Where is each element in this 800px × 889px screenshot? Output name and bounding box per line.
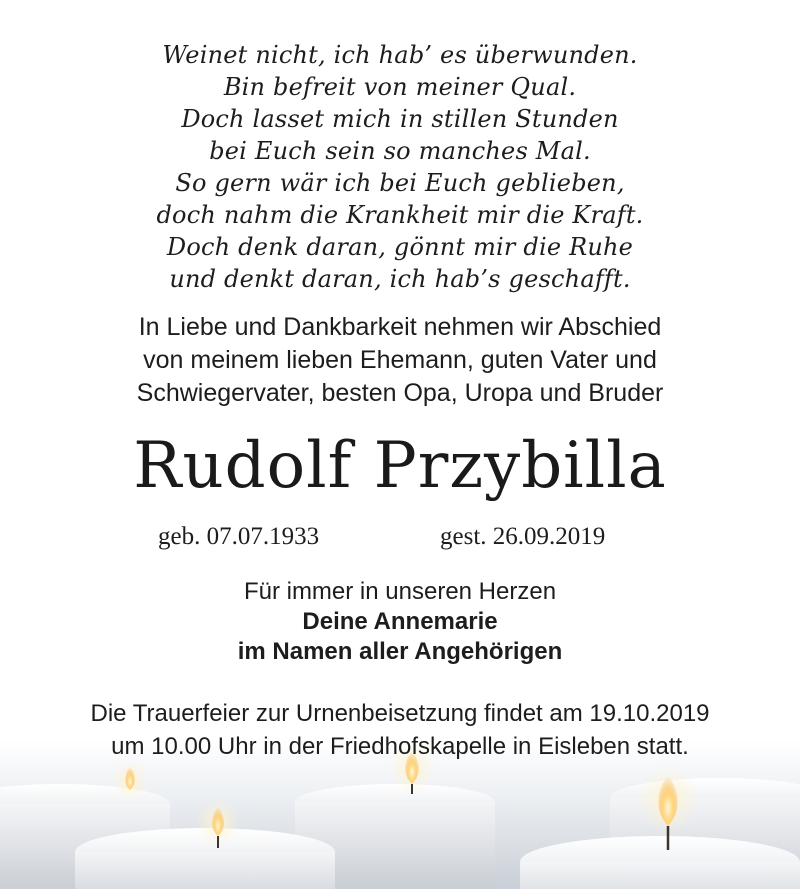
intro-line: In Liebe und Dankbarkeit nehmen wir Abschied (138, 313, 662, 341)
intro-line: Schwiegervater, besten Opa, Uropa und Bruder (136, 379, 664, 407)
poem (0, 39, 800, 295)
poem-line: Weinet nicht, ich hab’ es überwunden. (162, 41, 638, 69)
ceremony-line: um 10.00 Uhr in der Friedhofskapelle in Eisleben statt. (111, 733, 689, 760)
poem-line: doch nahm die Krankheit mir die Kraft. (156, 201, 644, 229)
closing-signature (0, 577, 800, 667)
birth-date: geb. 07.07.1933 (158, 523, 320, 550)
death-date: gest. 26.09.2019 (440, 523, 606, 550)
funeral-service-info (0, 697, 800, 763)
life-dates (0, 520, 800, 554)
signatory-name: Deine Annemarie (302, 608, 498, 635)
poem-line: Doch lasset mich in stillen Stunden (181, 105, 619, 133)
signatory-relatives: im Namen aller Angehörigen (237, 638, 563, 665)
poem-line: Doch denk daran, gönnt mir die Ruhe (166, 233, 634, 261)
poem-line: So gern wär ich bei Euch geblieben, (175, 169, 625, 197)
poem-line: Bin befreit von meiner Qual. (223, 73, 577, 101)
poem-line: bei Euch sein so manches Mal. (209, 137, 591, 165)
intro-line: von meinem lieben Ehemann, guten Vater und (143, 346, 657, 374)
candle-back-left-flame (112, 760, 148, 800)
poem-line: und denkt daran, ich hab’s geschafft. (169, 265, 631, 293)
farewell-intro (0, 311, 800, 410)
deceased-name: Rudolf Przybilla (133, 429, 667, 503)
closing-dedication: Für immer in unseren Herzen (243, 578, 557, 605)
ceremony-line: Die Trauerfeier zur Urnenbeisetzung findet am 19.10.2019 (90, 700, 710, 727)
